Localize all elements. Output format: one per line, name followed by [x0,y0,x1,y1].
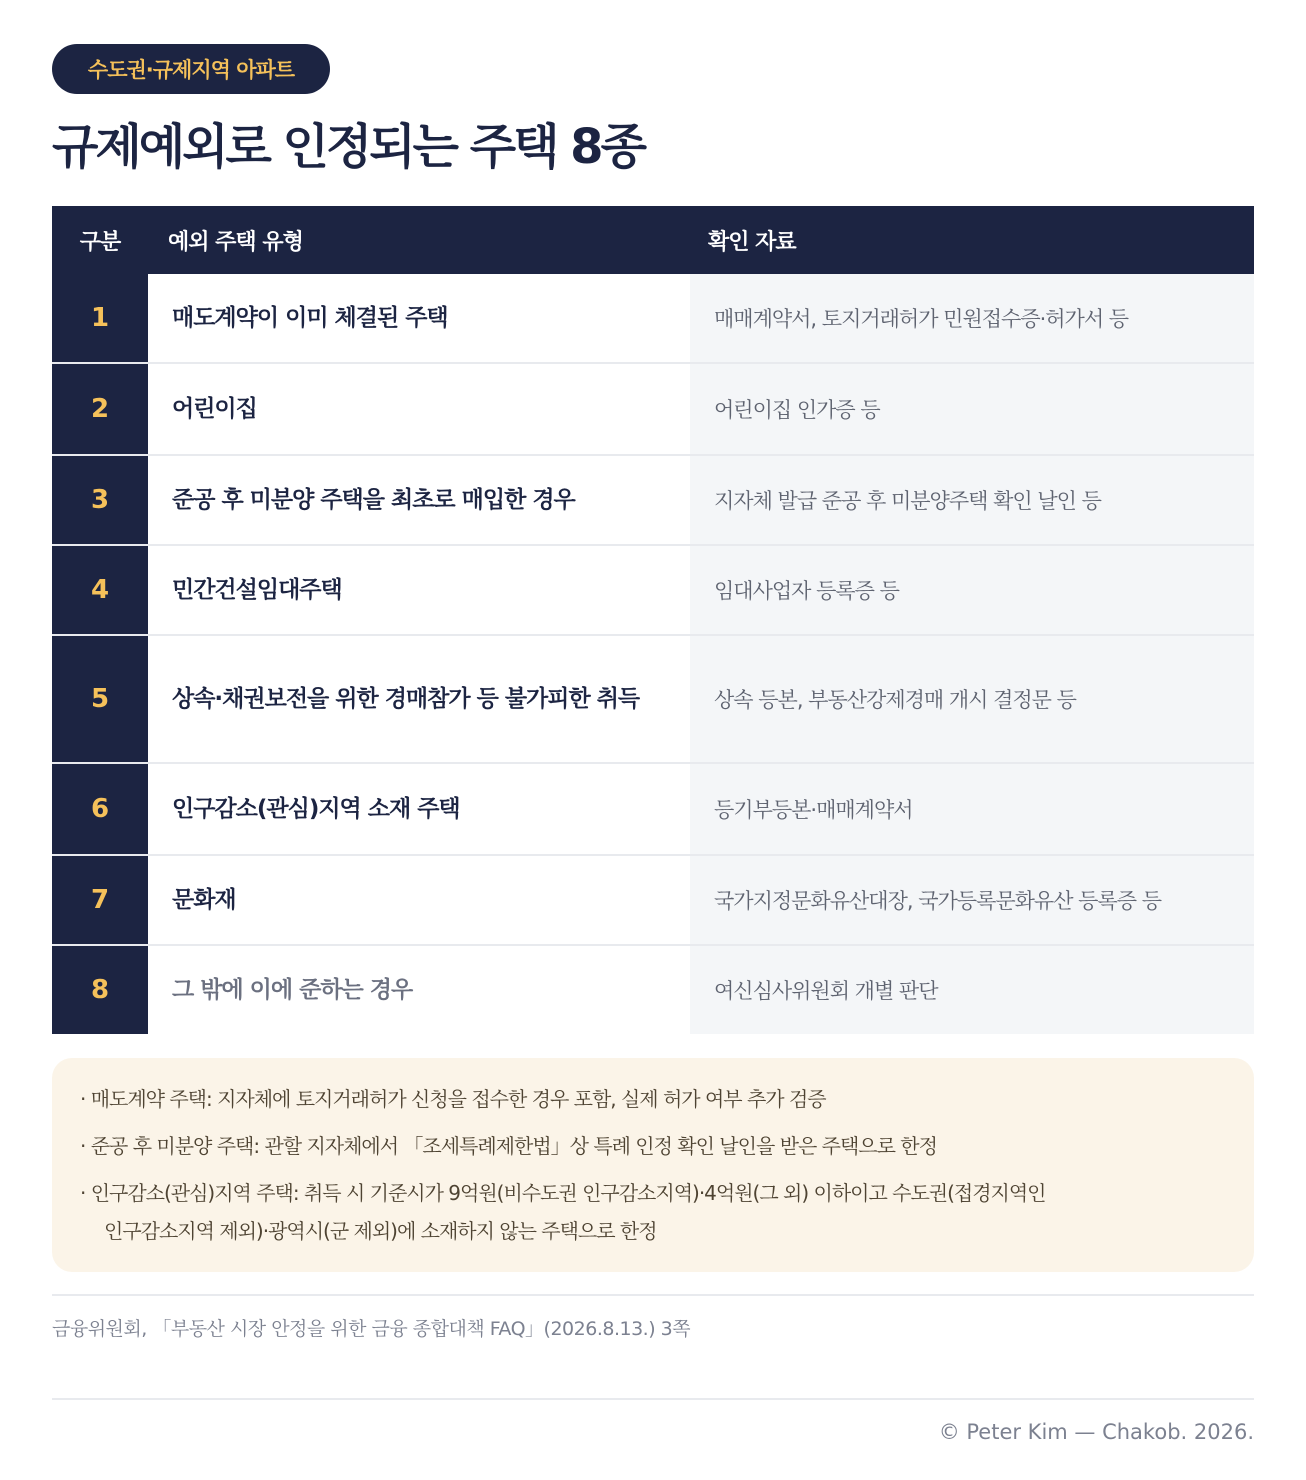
source-citation: 금융위원회, 「부동산 시장 안정을 위한 금융 종합대책 FAQ」(2026.8.13.) 3쪽 [52,1318,691,1340]
row-number: 2 [52,364,148,454]
table-row [52,546,1254,636]
row-number: 4 [52,546,148,634]
row-type: 문화재 [148,856,690,944]
row-doc: 임대사업자 등록증 등 [690,546,1254,634]
divider [52,1398,1254,1400]
table-row [52,456,1254,546]
row-doc: 매매계약서, 토지거래허가 민원접수증·허가서 등 [690,274,1254,362]
row-type: 상속·채권보전을 위한 경매참가 등 불가피한 취득 [148,636,690,762]
category-badge: 수도권·규제지역 아파트 [52,44,330,94]
notes-box [52,1058,1254,1272]
note-item: · 매도계약 주택: 지자체에 토지거래허가 신청을 접수한 경우 포함, 실제 허가 여부 추가 검증 [80,1087,826,1111]
row-doc: 여신심사위원회 개별 판단 [690,946,1254,1034]
row-number: 3 [52,456,148,544]
row-doc: 등기부등본·매매계약서 [690,764,1254,854]
table-header [52,206,1254,274]
header-doc: 확인 자료 [708,229,796,255]
row-type: 매도계약이 이미 체결된 주택 [148,274,690,362]
row-number: 1 [52,274,148,362]
table-row [52,274,1254,364]
page-title: 규제예외로 인정되는 주택 8종 [52,119,644,175]
row-doc: 지자체 발급 준공 후 미분양주택 확인 날인 등 [690,456,1254,544]
table-row [52,764,1254,856]
row-doc: 상속 등본, 부동산강제경매 개시 결정문 등 [690,636,1254,762]
row-type: 어린이집 [148,364,690,454]
row-type: 민간건설임대주택 [148,546,690,634]
table-row [52,636,1254,764]
row-number: 7 [52,856,148,944]
row-doc: 국가지정문화유산대장, 국가등록문화유산 등록증 등 [690,856,1254,944]
row-doc: 어린이집 인가증 등 [690,364,1254,454]
divider [52,1294,1254,1296]
row-number: 8 [52,946,148,1034]
header-type: 예외 주택 유형 [168,229,303,255]
table-row [52,364,1254,456]
exception-table [52,206,1254,1034]
table-row [52,856,1254,946]
note-item: · 준공 후 미분양 주택: 관할 지자체에서 「조세특례제한법」상 특례 인정 확인 날인을 받은 주택으로 한정 [80,1134,937,1158]
row-number: 6 [52,764,148,854]
row-type: 인구감소(관심)지역 소재 주택 [148,764,690,854]
row-number: 5 [52,636,148,762]
credit-line: © Peter Kim — Chakob. 2026. [938,1420,1254,1444]
table-row [52,946,1254,1034]
header-num: 구분 [79,229,121,255]
note-line: · 인구감소(관심)지역 주택: 취득 시 기준시가 9억원(비수도권 인구감소지역)·4억원(그 외) 이하이고 수도권(접경지역인 [80,1181,1046,1205]
note-line-continued: 인구감소지역 제외)·광역시(군 제외)에 소재하지 않는 주택으로 한정 [104,1219,657,1243]
row-type: 그 밖에 이에 준하는 경우 [148,946,690,1034]
row-type: 준공 후 미분양 주택을 최초로 매입한 경우 [148,456,690,544]
note-item [80,1174,1226,1250]
